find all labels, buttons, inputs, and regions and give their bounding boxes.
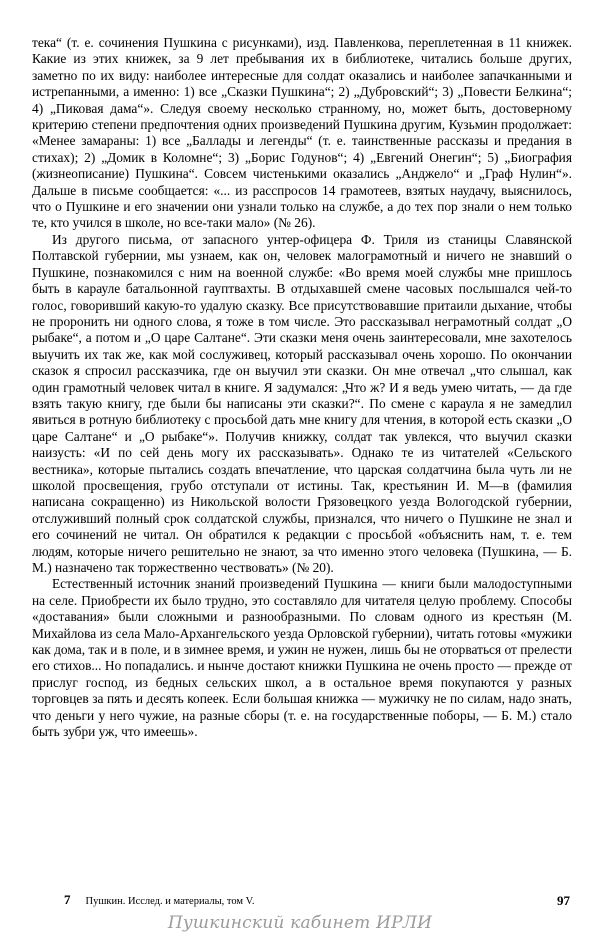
paragraph-3: Естественный источник знаний произведений Пушкина — книги были малодоступными на селе. Приобрести их было трудно, это составляло для читателя целую проблему. Способы «доставания» были сложными и разнообразными. По словам одного из крестьян (М. Михайлова из села Мало-Архангельского уезда Орловской губернии), читать готовы «мужики как дома, так и в поле, и в зимнее время, и ужин не нужен, лишь бы не оторваться от прелести его стихов... Но попадались. и нынче достают книжки Пушкина не очень просто — прежде от прислуг господ, из бедных сельских школ, а в остальное время покупаются у разных торговцев за пять и десять копеек. Если большая книжка — мужичку не по силам, надо знать, что деньги у него чужие, на разные сборы (т. е. на государственные поборы, — Б. М.) стало быть зубри уж, что имеешь».: [32, 576, 572, 740]
watermark: Пушкинский кабинет ИРЛИ: [167, 913, 433, 933]
paragraph-2: Из другого письма, от запасного унтер-офицера Ф. Триля из станицы Славянской Полтавской губернии, мы узнаем, как он, человек малограмотный и ничего не знавший о Пушкине, познакомился с ним на военной службе: «Во время моей службы мне пришлось быть в карауле батальонной гауптвахты. В отдыхавшей смене часовых послышался чей-то голос, говоривший какую-то удалую сказку. Все присутствовавшие притаили дыхание, чтобы не проронить ни одного слова, я тоже в том числе. Это рассказывал неграмотный солдат „О рыбаке“, а потом и „О царе Салтане“. Эти сказки меня очень заинтересовали, мне захотелось выучить их так же, как мой сослуживец, который рассказывал очень хорошо. По окончании сказок я спросил рассказчика, где он выучил эти сказки. Он мне отвечал „что слышал, как один грамотный человек читал в книге. Я задумался: „Что ж? И я ведь умею читать, — да где взять такую книгу, где были бы написаны эти сказки?“. По смене с караула я не замедлил явиться в ротную библиотеку с просьбой дать мне книгу для чтения, в которой есть сказки „О царе Салтане“ и „О рыбаке“». Получив книжку, солдат так увлекся, что выучил сказки наизусть: «И по сей день могу их рассказывать». Однако те из читателей «Сельского вестника», которые пытались создать впечатление, что царская солдатчина была чуть ли не школой просвещения, грубо отступали от истины. Так, крестьянин И. М—в (фамилия написана сокращенно) из Никольской волости Грязовецкого уезда Вологодской губернии, отслуживший полный срок солдатской службы, признался, что ничего о Пушкине не знал и его сочинений не читал. Он обратился к редакции с просьбой «объяснить нам, т. е. тем людям, которые ничего решительно не знают, за что именно этого человека (Пушкина, — Б. М.) назначено так торжественно чествовать» (№ 20).: [32, 231, 572, 575]
page-number: 97: [557, 893, 570, 908]
source-line: Пушкин. Исслед. и материалы, том V.: [85, 896, 255, 907]
paragraph-1: тека“ (т. е. сочинения Пушкина с рисунками), изд. Павленкова, переплетенная в 11 книжек. Какие из этих книжек, за 9 лет пребывания их в библиотеке, читались больше других, заметно по их виду: наиболее интересные для солдат оказались и наиболее запачканными и истрепанными, а именно: 1) все „Сказки Пушкина“; 2) „Дубровский“; 3) „Повести Белкина“; 4) „Пиковая дама“». Следуя своему несколько странному, но, может быть, достоверному критерию степени предпочтения одних произведений Пушкина другим, Кузьмин продолжает: «Менее замараны: 1) все „Баллады и легенды“ (т. е. таинственные рассказы и предания в стихах); 2) „Домик в Коломне“; 3) „Борис Годунов“; 4) „Евгений Онегин“; 5) „Биография (жизнеописание) Пушкина“. Совсем чистенькими оказались „Анджело“ и „Граф Нулин“». Дальше в письме сообщается: «... из расспросов 14 грамотеев, взятых наудачу, выяснилось, что о Пушкине и его значении они узнали только на службе, а до тех пор знали о нем только те, кто учился в школе, но все-таки мало» (№ 26).: [32, 35, 572, 231]
body-text: [32, 35, 572, 740]
signature-mark: 7: [64, 892, 71, 907]
footer-source: [64, 893, 255, 909]
